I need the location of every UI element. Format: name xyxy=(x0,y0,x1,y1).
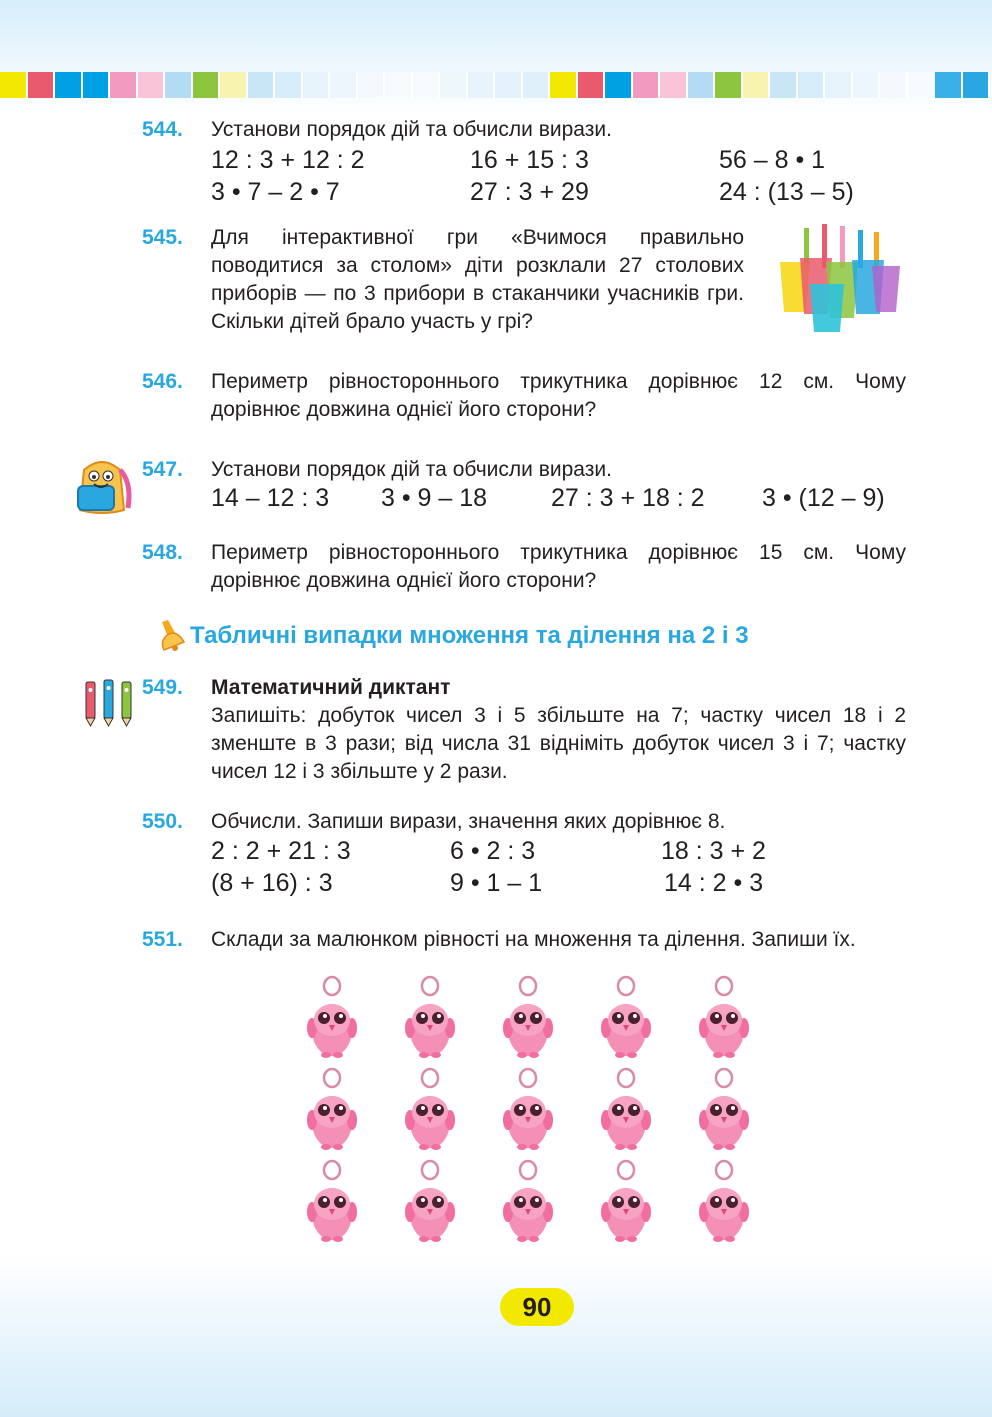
stripe-segment xyxy=(303,72,331,98)
problem-text: Запишіть: добуток чисел 3 і 5 збільште на 7; частку чисел 18 і 2 зменште в 3 рази; від числа 31 відніміть добуток чисел 3 і 7; частку чисел 12 і 3 збільште у 2 рази. xyxy=(211,704,906,783)
problem-number: 548. xyxy=(142,541,183,564)
expression: 18 : 3 + 2 xyxy=(661,837,766,865)
stripe-segment xyxy=(468,72,496,98)
expression: 56 – 8 • 1 xyxy=(719,146,826,174)
expression: 27 : 3 + 29 xyxy=(470,178,589,206)
owl-toy xyxy=(405,1161,455,1242)
expression: 14 : 2 • 3 xyxy=(664,869,764,897)
problem-title: Математичний диктант xyxy=(211,676,451,699)
expression: 3 • (12 – 9) xyxy=(762,484,885,512)
problem-number: 549. xyxy=(142,676,183,699)
stripe-segment xyxy=(688,72,716,98)
stripe-segment xyxy=(853,72,881,98)
stripe-segment xyxy=(743,72,771,98)
stripe-segment xyxy=(385,72,413,98)
expression: 24 : (13 – 5) xyxy=(719,178,854,206)
problem-text: Для інтерактивної гри «Вчимося правильно поводитися за столом» діти розклали 27 столових приборів — по 3 прибори в стаканчики учасників гри. Скільки дітей брало участь у грі? xyxy=(211,226,744,333)
stripe-segment xyxy=(275,72,303,98)
problem-text: Установи порядок дій та обчисли вирази. xyxy=(211,118,612,141)
stripe-segment xyxy=(578,72,606,98)
owl-toy xyxy=(699,977,749,1058)
stripe-segment xyxy=(633,72,661,98)
stripe-segment xyxy=(358,72,386,98)
expression: 2 : 2 + 21 : 3 xyxy=(211,837,351,865)
problem-number: 544. xyxy=(142,118,183,141)
expression: 16 + 15 : 3 xyxy=(470,146,589,174)
owl-toy xyxy=(307,1069,357,1150)
owl-toy xyxy=(601,1161,651,1242)
owl-toy xyxy=(503,977,553,1058)
stripe-segment xyxy=(770,72,798,98)
problem-text: Периметр рівностороннього трикутника дорівнює 15 см. Чому дорівнює довжина однієї його сторони? xyxy=(211,541,906,592)
expression: 9 • 1 – 1 xyxy=(450,869,543,897)
problem-number: 547. xyxy=(142,458,183,481)
stripe-segment xyxy=(83,72,111,98)
problem-number: 546. xyxy=(142,370,183,393)
owl-toy xyxy=(307,977,357,1058)
page-number: 90 xyxy=(500,1288,574,1326)
stripe-segment xyxy=(495,72,523,98)
problem-text: Установи порядок дій та обчисли вирази. xyxy=(211,458,612,481)
stripe-segment xyxy=(908,72,936,98)
stripe-segment xyxy=(0,72,28,98)
expression: 14 – 12 : 3 xyxy=(211,484,330,512)
stripe-segment xyxy=(138,72,166,98)
stripe-segment xyxy=(880,72,908,98)
stripe-segment xyxy=(330,72,358,98)
stripe-segment xyxy=(220,72,248,98)
owl-toy xyxy=(405,1069,455,1150)
stripe-segment xyxy=(413,72,441,98)
section-heading: Табличні випадки множення та ділення на 2 і 3 xyxy=(190,622,749,649)
expression: 6 • 2 : 3 xyxy=(450,837,536,865)
stripe-segment xyxy=(550,72,578,98)
owl-toy xyxy=(503,1069,553,1150)
owl-toy xyxy=(307,1161,357,1242)
expression: 3 • 7 – 2 • 7 xyxy=(211,178,340,206)
stripe-segment xyxy=(440,72,468,98)
expression: (8 + 16) : 3 xyxy=(211,869,333,897)
stripe-segment xyxy=(935,72,963,98)
stripe-segment xyxy=(248,72,276,98)
problem-text: Периметр рівностороннього трикутника дорівнює 12 см. Чому дорівнює довжина однієї його сторони? xyxy=(211,370,906,421)
expression: 27 : 3 + 18 : 2 xyxy=(551,484,705,512)
problem-text: Обчисли. Запиши вирази, значення яких дорівнює 8. xyxy=(211,810,726,833)
stripe-segment xyxy=(28,72,56,98)
stripe-segment xyxy=(798,72,826,98)
expression: 12 : 3 + 12 : 2 xyxy=(211,146,365,174)
owl-toy xyxy=(601,1069,651,1150)
stripe-segment xyxy=(715,72,743,98)
stripe-segment xyxy=(55,72,83,98)
stripe-segment xyxy=(963,72,991,98)
owl-toy xyxy=(601,977,651,1058)
cutlery-cups-illustration xyxy=(774,222,904,334)
color-stripe xyxy=(0,72,992,98)
owl-toy xyxy=(503,1161,553,1242)
stripe-segment xyxy=(193,72,221,98)
stripe-segment xyxy=(523,72,551,98)
problem-number: 551. xyxy=(142,928,183,951)
owl-toy xyxy=(699,1069,749,1150)
stripe-segment xyxy=(660,72,688,98)
problem-number: 550. xyxy=(142,810,183,833)
stripe-segment xyxy=(825,72,853,98)
expression: 3 • 9 – 18 xyxy=(381,484,488,512)
owl-toy xyxy=(405,977,455,1058)
stripe-segment xyxy=(110,72,138,98)
bell-icon xyxy=(156,618,188,652)
stripe-segment xyxy=(605,72,633,98)
problem-text: Склади за малюнком рівності на множення та ділення. Запиши їх. xyxy=(211,928,856,951)
stripe-segment xyxy=(165,72,193,98)
pencils-icon xyxy=(78,676,142,728)
problem-number: 545. xyxy=(142,226,183,249)
backpack-icon xyxy=(70,452,134,516)
owl-toy xyxy=(699,1161,749,1242)
owl-toys-illustration xyxy=(290,972,770,1252)
